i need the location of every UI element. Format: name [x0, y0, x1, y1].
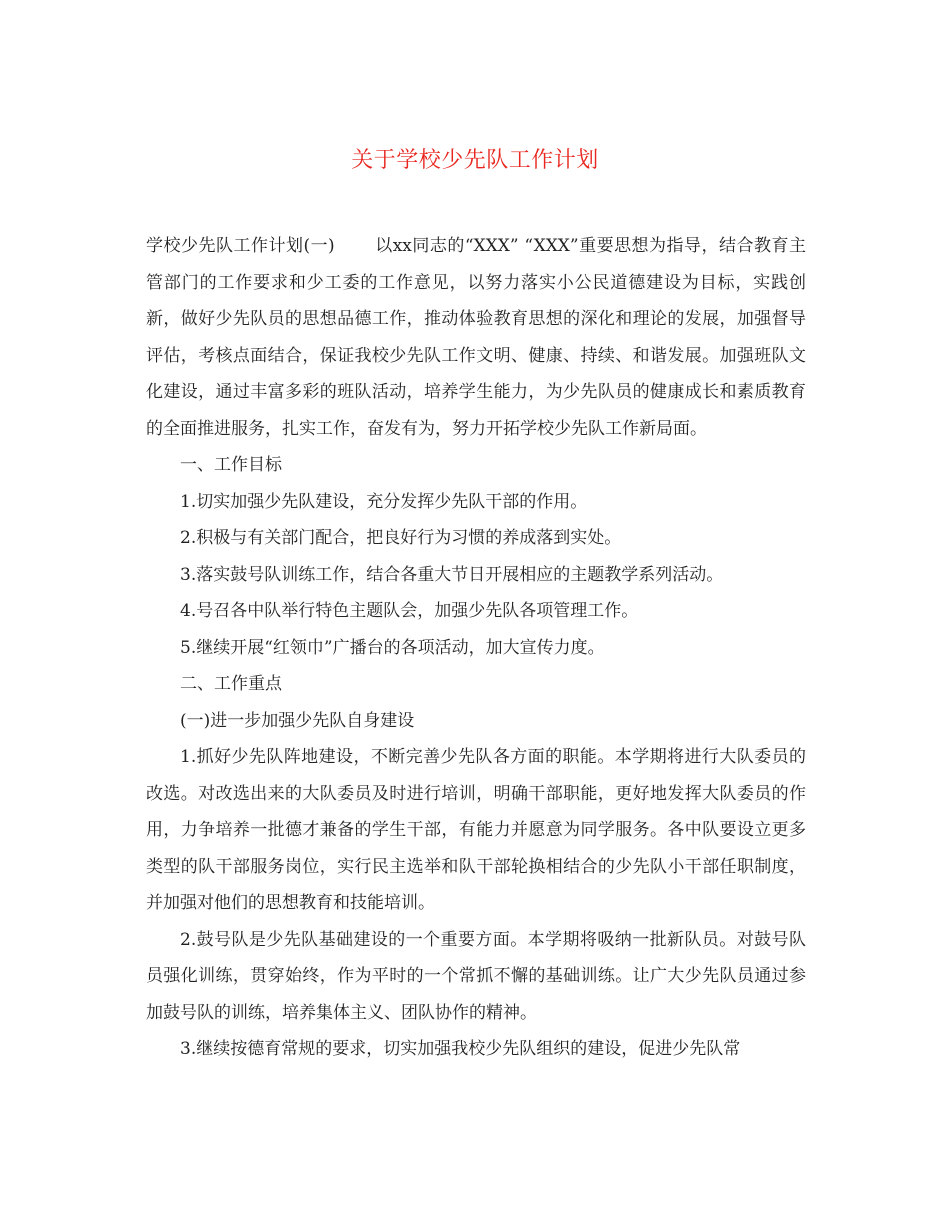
subsection-heading: (一)进一步加强少先队自身建设 — [180, 710, 415, 731]
focus-paragraph: 2.鼓号队是少先队基础建设的一个重要方面。本学期将吸纳一批新队员。对鼓号队员强化训练，贯穿始终，作为平时的一个常抓不懈的基础训练。让广大少先队员通过参加鼓号队的训练，培养集体主义、团队协作的精神。 — [146, 929, 806, 1023]
intro-heading: 学校少先队工作计划(一) — [146, 236, 335, 256]
goal-item: 2.积极与有关部门配合，把良好行为习惯的养成落到实处。 — [180, 528, 622, 548]
section-heading-goals: 一、工作目标 — [180, 455, 282, 475]
intro-paragraph — [146, 228, 806, 447]
goal-item: 4.号召各中队举行特色主题队会，加强少先队各项管理工作。 — [180, 601, 639, 621]
goal-item: 3.落实鼓号队训练工作，结合各重大节日开展相应的主题教学系列活动。 — [180, 564, 724, 585]
goal-item: 1.切实加强少先队建设，充分发挥少先队干部的作用。 — [180, 491, 588, 512]
document-title: 关于学校少先队工作计划 — [351, 148, 599, 173]
goal-item: 5.继续开展“红领巾”广播台的各项活动，加大宣传力度。 — [180, 637, 605, 658]
focus-paragraph: 1.抓好少先队阵地建设，不断完善少先队各方面的职能。本学期将进行大队委员的改选。对改选出来的大队委员及时进行培训，明确干部职能，更好地发挥大队委员的作用，力争培养一批德才兼备的学生干部，有能力并愿意为同学服务。各中队要设立更多类型的队干部服务岗位，实行民主选举和队干部轮换相结合的少先队小干部任职制度，并加强对他们的思想教育和技能培训。 — [146, 747, 806, 913]
intro-text: 以xx同志的“XXX” “XXX”重要思想为指导，结合教育主管部门的工作要求和少工委的工作意见，以努力落实小公民道德建设为目标，实践创新，做好少先队员的思想品德工作，推动体验教育思想的深化和理论的发展，加强督导评估，考核点面结合，保证我校少先队工作文明、健康、持续、和谐发展。加强班队文化建设，通过丰富多彩的班队活动，培养学生能力，为少先队员的健康成长和素质教育的全面推进服务，扎实工作，奋发有为，努力开拓学校少先队工作新局面。 — [146, 236, 807, 439]
document-body — [146, 228, 806, 1068]
focus-paragraph: 3.继续按德育常规的要求，切实加强我校少先队组织的建设，促进少先队常 — [180, 1039, 741, 1059]
section-heading-focus: 二、工作重点 — [180, 674, 282, 694]
